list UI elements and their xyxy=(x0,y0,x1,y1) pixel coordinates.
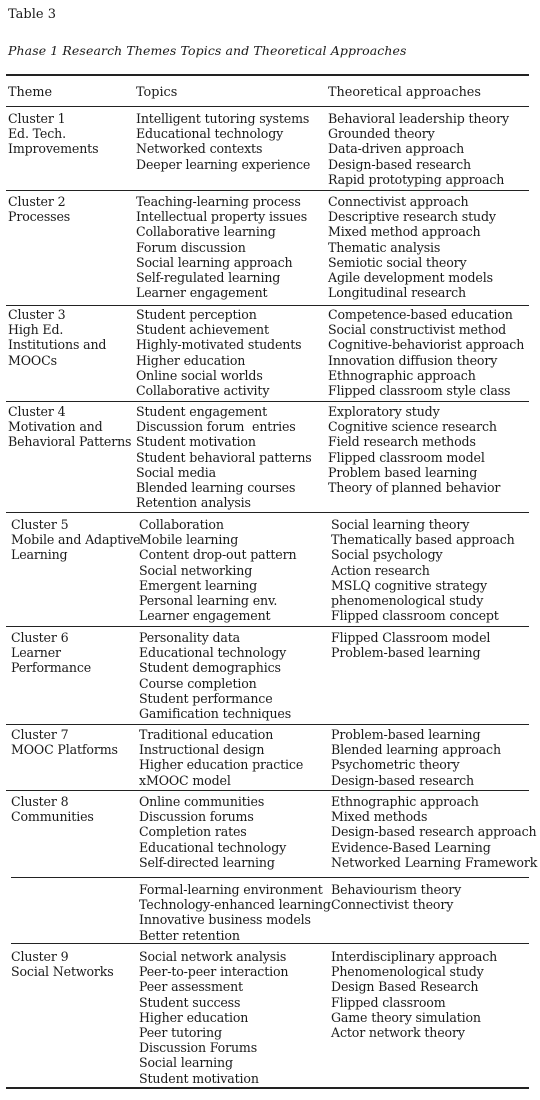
topics-line: Social media xyxy=(136,464,217,480)
row-6-topics-cell xyxy=(139,630,291,721)
topics-line: Content drop-out pattern xyxy=(139,547,297,563)
row-4-topics-cell xyxy=(136,404,312,510)
row-separator xyxy=(6,401,529,402)
approaches-line: Data-driven approach xyxy=(328,141,465,157)
approaches-line: Design-based research xyxy=(331,772,474,788)
row-separator xyxy=(11,943,529,944)
topics-line: Social network analysis xyxy=(139,949,287,964)
approaches-line: Innovation diffusion theory xyxy=(328,352,498,368)
topics-line: Student achievement xyxy=(136,322,269,338)
topics-line: Online communities xyxy=(139,794,265,809)
theme-line: Cluster 5 xyxy=(11,517,69,532)
approaches-line: Action research xyxy=(331,562,430,578)
row-1-approaches-cell xyxy=(328,111,509,187)
topics-line: xMOOC model xyxy=(139,772,231,788)
topics-line: Student engagement xyxy=(136,404,268,419)
topics-line: Blended learning courses xyxy=(136,480,296,496)
approaches-line: Behaviourism theory xyxy=(331,882,462,897)
theme-line: Cluster 4 xyxy=(8,404,66,419)
theme-line: High Ed. xyxy=(8,322,64,338)
topics-line: Instructional design xyxy=(139,742,265,758)
approaches-line: Semiotic social theory xyxy=(328,254,467,270)
approaches-line: Flipped classroom xyxy=(331,994,446,1010)
row-6-theme-cell xyxy=(11,630,91,676)
approaches-line: Connectivist approach xyxy=(328,194,469,209)
theme-line: Learning xyxy=(11,547,68,563)
approaches-line: Cognitive science research xyxy=(328,419,497,435)
topics-line: Intelligent tutoring systems xyxy=(136,111,310,126)
approaches-line: Design-based research approach xyxy=(331,824,537,840)
approaches-line: Social constructivist method xyxy=(328,322,507,338)
row-8-theme-cell xyxy=(11,794,94,824)
approaches-line: Longitudinal research xyxy=(328,285,466,301)
row-3-approaches-cell xyxy=(328,307,524,398)
approaches-line: Ethnographic approach xyxy=(328,367,476,383)
row-7-theme-cell xyxy=(11,727,118,757)
topics-line: Educational technology xyxy=(139,839,287,855)
theme-line: Behavioral Patterns xyxy=(8,434,132,450)
topics-line: Social learning xyxy=(139,1055,233,1071)
approaches-line: Flipped Classroom model xyxy=(331,630,491,645)
theme-line: Cluster 6 xyxy=(11,630,69,645)
topics-line: Peer-to-peer interaction xyxy=(139,964,289,980)
approaches-line: Psychometric theory xyxy=(331,757,460,773)
row-1-theme-cell xyxy=(8,111,98,157)
topics-line: Self-regulated learning xyxy=(136,270,281,286)
row-1-topics-cell xyxy=(136,111,310,172)
topics-line: Educational technology xyxy=(136,126,284,142)
topics-line: Emergent learning xyxy=(139,577,258,593)
topics-line: Discussion Forums xyxy=(139,1040,258,1056)
approaches-line: Problem-based learning xyxy=(331,645,481,661)
topics-line: Better retention xyxy=(139,927,240,943)
row-4-approaches-cell xyxy=(328,404,500,495)
approaches-line: Social learning theory xyxy=(331,517,470,532)
topics-line: Student demographics xyxy=(139,660,281,676)
theme-line: Mobile and Adaptive xyxy=(11,532,141,548)
theme-line: Social Networks xyxy=(11,964,114,980)
topics-line: Higher education xyxy=(136,352,246,368)
bottom-rule xyxy=(6,1087,529,1089)
row-10-approaches-cell xyxy=(331,949,497,1040)
approaches-line: Ethnographic approach xyxy=(331,794,479,809)
topics-line: Traditional education xyxy=(139,727,274,742)
row-separator xyxy=(6,512,529,513)
theme-line: Cluster 3 xyxy=(8,307,66,322)
topics-line: Student performance xyxy=(139,690,273,706)
topics-line: Peer tutoring xyxy=(139,1025,222,1041)
approaches-line: Problem-based learning xyxy=(331,727,481,742)
table-label: Table 3 xyxy=(8,7,56,22)
row-separator xyxy=(6,724,529,725)
approaches-line: Behavioral leadership theory xyxy=(328,111,509,126)
topics-line: Online social worlds xyxy=(136,367,263,383)
topics-line: Higher education xyxy=(139,1009,249,1025)
theme-line: Cluster 9 xyxy=(11,949,69,964)
topics-line: Highly-motivated students xyxy=(136,337,302,353)
approaches-line: Problem based learning xyxy=(328,464,478,480)
row-5-approaches-cell xyxy=(331,517,515,623)
row-9-topics-cell xyxy=(139,882,331,943)
approaches-line: Exploratory study xyxy=(328,404,440,419)
top-rule xyxy=(6,74,529,76)
row-8-topics-cell xyxy=(139,794,286,870)
theme-line: Communities xyxy=(11,809,94,825)
row-7-approaches-cell xyxy=(331,727,501,788)
topics-line: Teaching-learning process xyxy=(136,194,301,209)
approaches-line: Mixed methods xyxy=(331,809,428,825)
approaches-line: Theory of planned behavior xyxy=(328,480,501,496)
approaches-line: Competence-based education xyxy=(328,307,513,322)
row-separator xyxy=(11,877,529,878)
topics-line: Intellectual property issues xyxy=(136,209,308,225)
theme-line: MOOCs xyxy=(8,352,57,368)
row-separator xyxy=(6,626,529,627)
table-caption: Phase 1 Research Themes Topics and Theoretical Approaches xyxy=(8,43,407,58)
approaches-line: Thematic analysis xyxy=(328,239,441,255)
row-8-approaches-cell xyxy=(331,794,537,870)
approaches-line: Networked Learning Framework xyxy=(331,854,538,870)
topics-line: Completion rates xyxy=(139,824,247,840)
approaches-line: Flipped classroom style class xyxy=(328,383,511,399)
topics-line: Forum discussion xyxy=(136,239,246,255)
theme-line: Learner xyxy=(11,645,61,661)
row-3-topics-cell xyxy=(136,307,301,398)
topics-line: Personal learning env. xyxy=(139,593,278,609)
theme-line: Cluster 8 xyxy=(11,794,69,809)
approaches-line: Descriptive research study xyxy=(328,209,496,225)
theme-line: Improvements xyxy=(8,141,99,157)
row-3-theme-cell xyxy=(8,307,106,368)
topics-line: Learner engagement xyxy=(136,285,268,301)
row-separator xyxy=(6,790,529,791)
row-10-topics-cell xyxy=(139,949,288,1086)
approaches-line: Social psychology xyxy=(331,547,443,563)
approaches-line: Phenomenological study xyxy=(331,964,484,980)
topics-line: Student behavioral patterns xyxy=(136,449,312,465)
theme-line: Ed. Tech. xyxy=(8,126,66,142)
row-5-theme-cell xyxy=(11,517,140,563)
topics-line: Learner engagement xyxy=(139,608,271,624)
row-6-approaches-cell xyxy=(331,630,490,660)
header-topics: Topics xyxy=(136,85,178,100)
row-7-topics-cell xyxy=(139,727,303,788)
topics-line: Personality data xyxy=(139,630,241,645)
topics-line: Formal-learning environment xyxy=(139,882,323,897)
topics-line: Networked contexts xyxy=(136,141,263,157)
approaches-line: MSLQ cognitive strategy xyxy=(331,577,488,593)
topics-line: Self-directed learning xyxy=(139,854,275,870)
topics-line: Retention analysis xyxy=(136,495,251,511)
row-10-theme-cell xyxy=(11,949,114,979)
approaches-line: Field research methods xyxy=(328,434,476,450)
topics-line: Collaborative activity xyxy=(136,383,270,399)
approaches-line: Actor network theory xyxy=(331,1025,465,1041)
approaches-line: Flipped classroom model xyxy=(328,449,485,465)
topics-line: Educational technology xyxy=(139,645,287,661)
theme-line: Motivation and xyxy=(8,419,103,435)
theme-line: Institutions and xyxy=(8,337,107,353)
row-separator xyxy=(6,305,529,306)
topics-line: Student motivation xyxy=(139,1070,259,1086)
approaches-line: Flipped classroom concept xyxy=(331,608,499,624)
topics-line: Peer assessment xyxy=(139,979,243,995)
row-2-theme-cell xyxy=(8,194,70,224)
topics-line: Discussion forum entries xyxy=(136,419,296,435)
approaches-line: Thematically based approach xyxy=(331,532,515,548)
topics-line: Gamification techniques xyxy=(139,706,292,722)
approaches-line: Evidence-Based Learning xyxy=(331,839,491,855)
approaches-line: Mixed method approach xyxy=(328,224,481,240)
topics-line: Course completion xyxy=(139,675,257,691)
theme-line: Cluster 7 xyxy=(11,727,69,742)
approaches-line: Cognitive-behaviorist approach xyxy=(328,337,525,353)
topics-line: Collaborative learning xyxy=(136,224,276,240)
row-separator xyxy=(6,190,529,191)
row-2-approaches-cell xyxy=(328,194,496,300)
topics-line: Student success xyxy=(139,994,241,1010)
row-2-topics-cell xyxy=(136,194,307,300)
approaches-line: Connectivist theory xyxy=(331,897,454,913)
theme-line: MOOC Platforms xyxy=(11,742,118,758)
approaches-line: Design-based research xyxy=(328,156,471,172)
approaches-line: Design Based Research xyxy=(331,979,479,995)
row-5-topics-cell xyxy=(139,517,296,623)
header-approaches: Theoretical approaches xyxy=(328,85,481,100)
approaches-line: Rapid prototyping approach xyxy=(328,171,505,187)
approaches-line: Interdisciplinary approach xyxy=(331,949,498,964)
topics-line: Discussion forums xyxy=(139,809,254,825)
theme-line: Processes xyxy=(8,209,71,225)
topics-line: Collaboration xyxy=(139,517,224,532)
header-rule xyxy=(6,106,529,107)
theme-line: Cluster 1 xyxy=(8,111,66,126)
row-4-theme-cell xyxy=(8,404,131,450)
theme-line: Performance xyxy=(11,660,92,676)
approaches-line: Agile development models xyxy=(328,270,493,286)
row-9-approaches-cell xyxy=(331,882,461,912)
topics-line: Mobile learning xyxy=(139,532,239,548)
header-theme: Theme xyxy=(8,85,53,100)
topics-line: Innovative business models xyxy=(139,912,311,928)
topics-line: Student motivation xyxy=(136,434,256,450)
approaches-line: Blended learning approach xyxy=(331,742,501,758)
topics-line: Social learning approach xyxy=(136,254,293,270)
approaches-line: Game theory simulation xyxy=(331,1009,481,1025)
approaches-line: Grounded theory xyxy=(328,126,435,142)
topics-line: Social networking xyxy=(139,562,253,578)
topics-line: Higher education practice xyxy=(139,757,304,773)
topics-line: Technology-enhanced learning xyxy=(139,897,331,913)
topics-line: Deeper learning experience xyxy=(136,156,311,172)
topics-line: Student perception xyxy=(136,307,257,322)
approaches-line: phenomenological study xyxy=(331,593,484,609)
theme-line: Cluster 2 xyxy=(8,194,66,209)
